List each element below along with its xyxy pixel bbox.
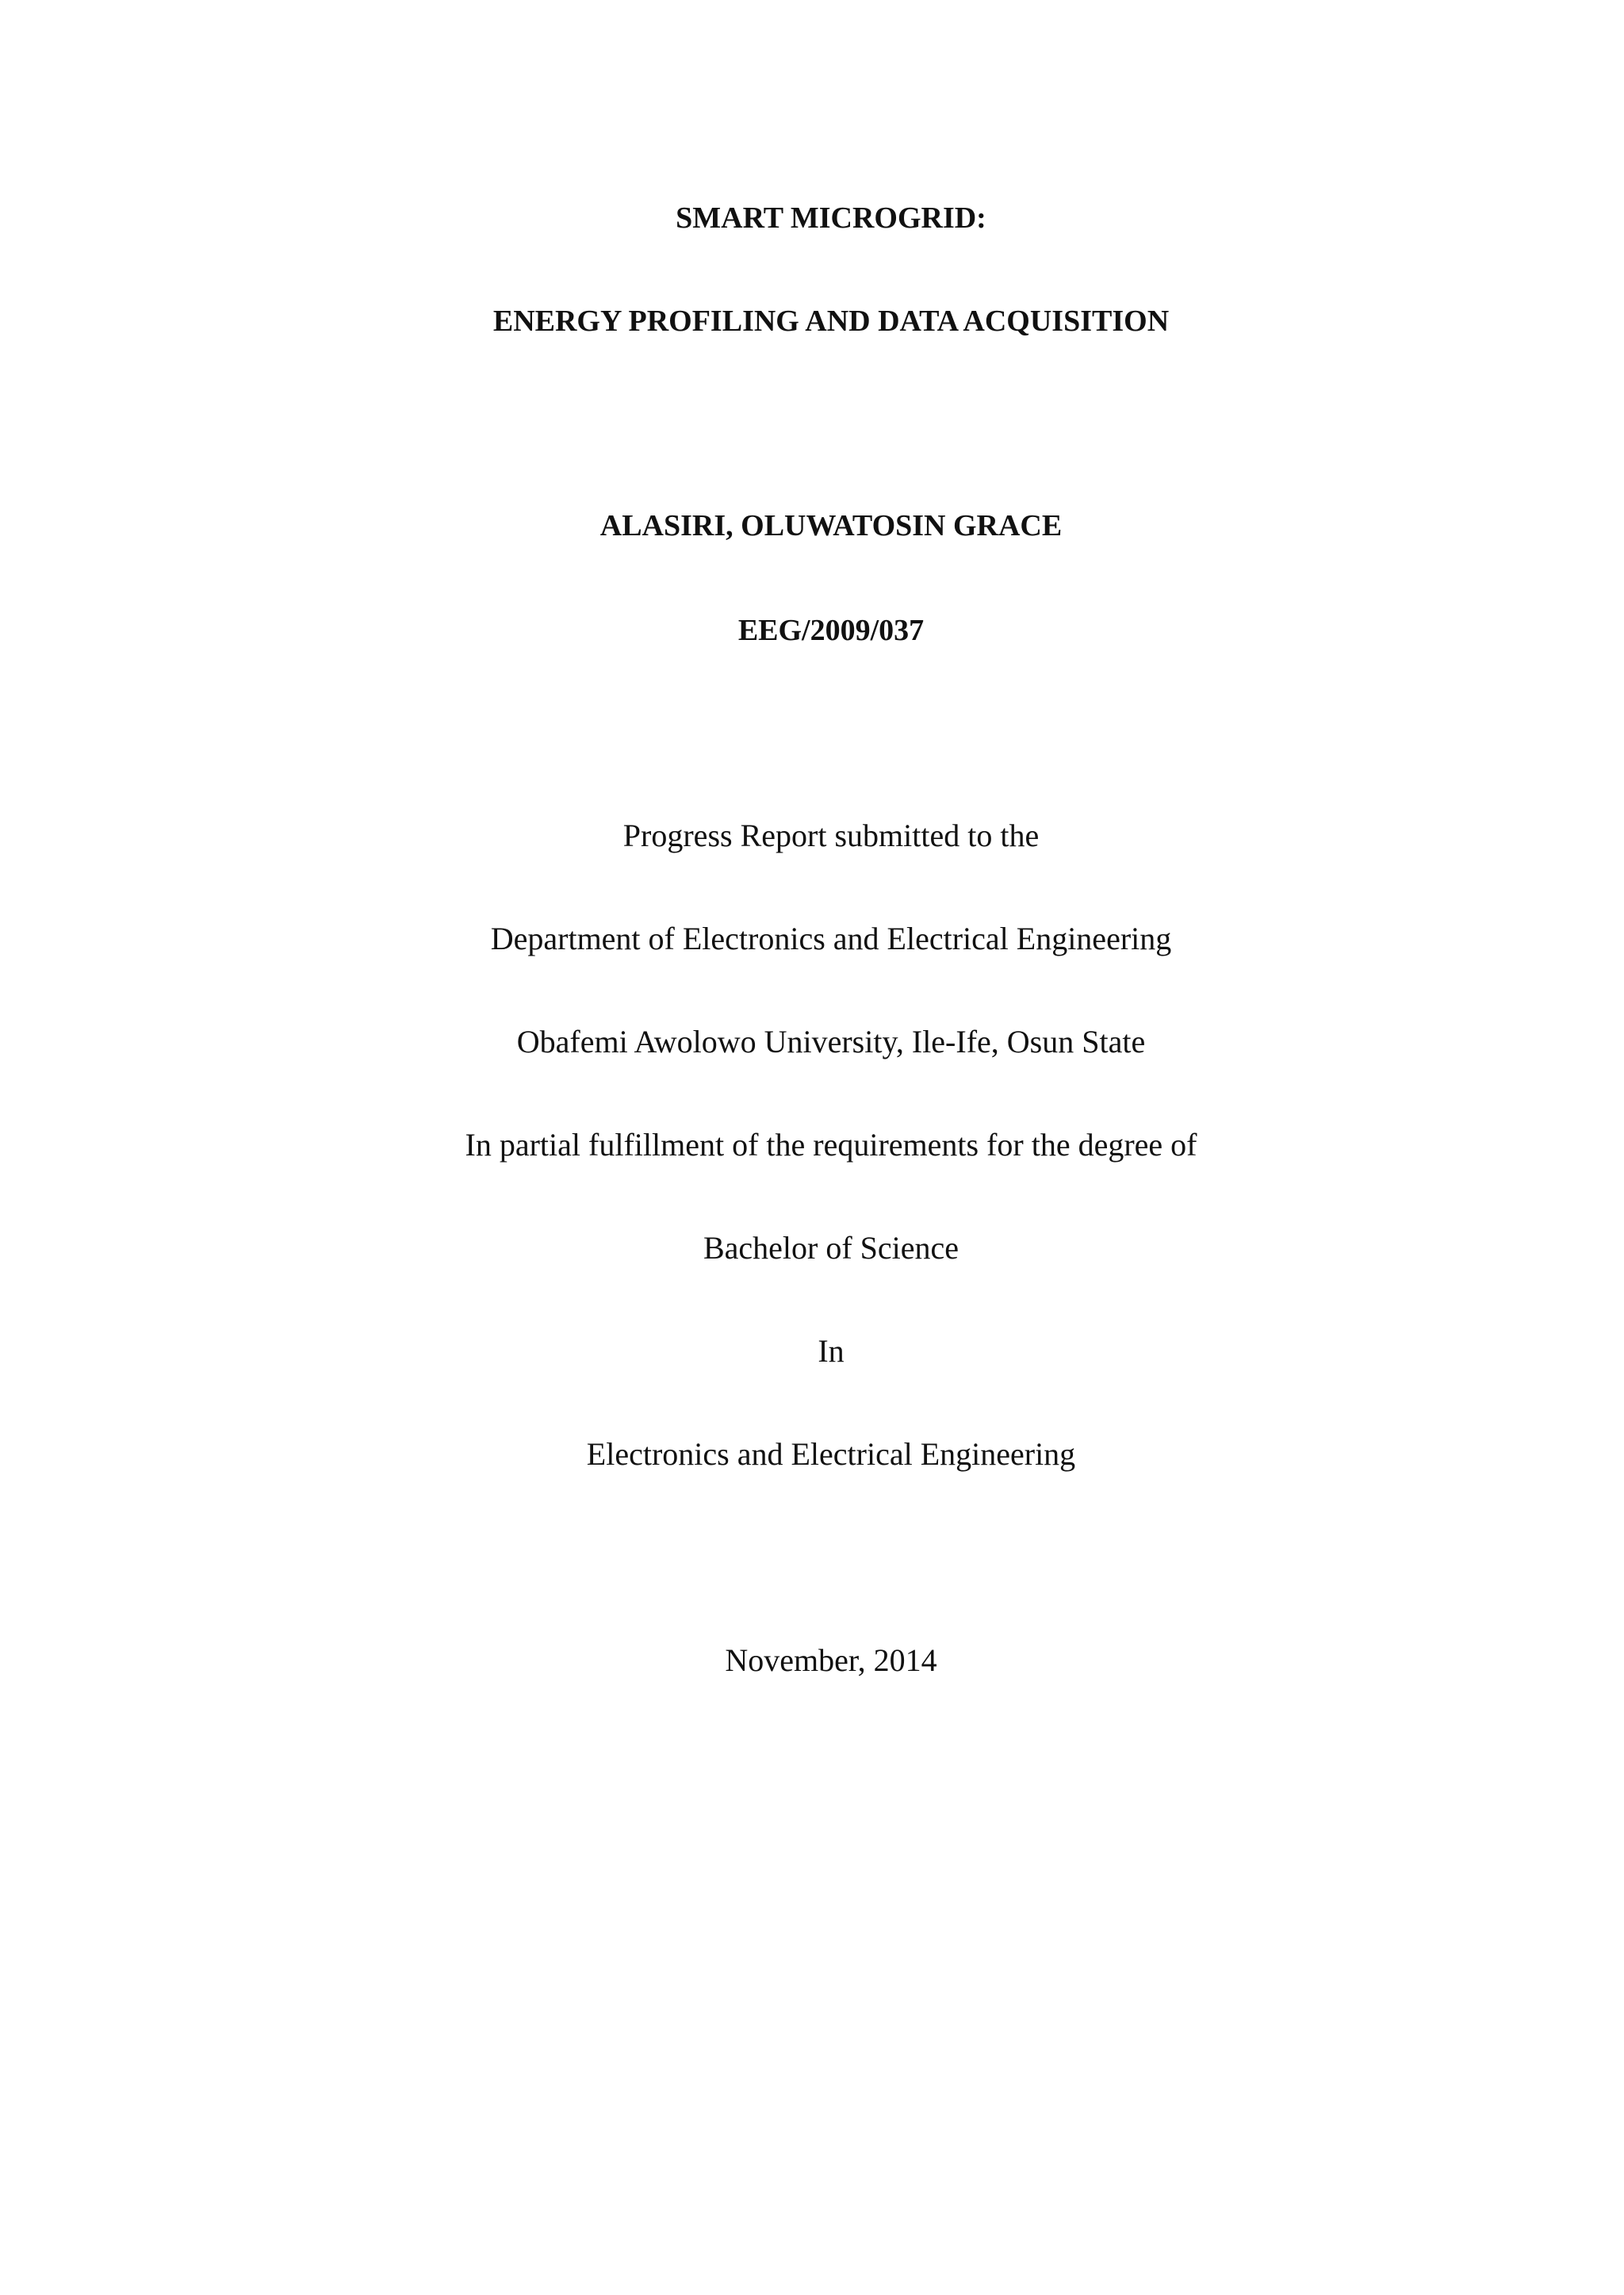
report-title-line-2: ENERGY PROFILING AND DATA ACQUISITION	[492, 305, 1170, 338]
submission-date: November, 2014	[725, 1642, 937, 1678]
student-id: EEG/2009/037	[737, 614, 925, 647]
department-name: Department of Electronics and Electrical Engineering	[490, 921, 1172, 956]
author-name: ALASIRI, OLUWATOSIN GRACE	[599, 509, 1063, 542]
degree-name: Bachelor of Science	[703, 1230, 959, 1266]
degree-connector: In	[818, 1333, 845, 1369]
report-title-line-1: SMART MICROGRID:	[676, 201, 986, 235]
degree-requirement-statement: In partial fulfillment of the requirements for the degree of	[465, 1127, 1197, 1163]
university-name: Obafemi Awolowo University, Ile-Ife, Osun State	[516, 1024, 1146, 1059]
degree-field: Electronics and Electrical Engineering	[586, 1436, 1076, 1472]
submission-statement: Progress Report submitted to the	[622, 818, 1040, 853]
